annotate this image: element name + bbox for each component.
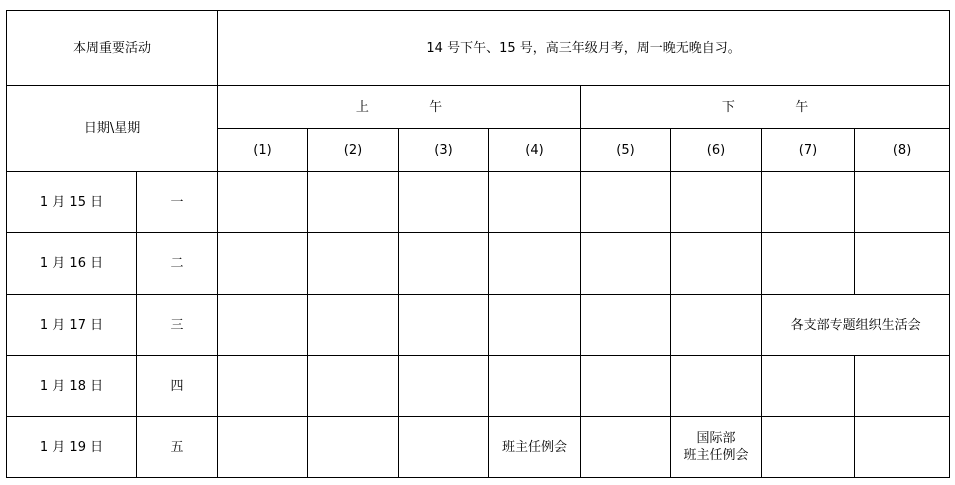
period-8: (8)	[855, 129, 950, 172]
slot-cell	[218, 172, 308, 233]
half-day-header-row	[7, 86, 950, 129]
date-cell: 1 月 19 日	[7, 417, 137, 478]
date-cell: 1 月 18 日	[7, 356, 137, 417]
slot-cell	[855, 172, 950, 233]
weekday-cell: 四	[137, 356, 218, 417]
date-cell: 1 月 17 日	[7, 295, 137, 356]
morning-header	[218, 86, 581, 129]
date-weekday-label: 日期\星期	[7, 86, 218, 172]
period-4: (4)	[489, 129, 581, 172]
weekly-schedule-table	[6, 10, 950, 478]
activity-row	[7, 11, 950, 86]
slot-cell	[489, 295, 581, 356]
slot-cell	[399, 233, 489, 295]
slot-cell	[218, 417, 308, 478]
weekday-cell: 三	[137, 295, 218, 356]
slot-cell	[218, 233, 308, 295]
slot-cell	[855, 417, 950, 478]
weekday-cell: 一	[137, 172, 218, 233]
slot-cell	[308, 295, 399, 356]
table-row	[7, 356, 950, 417]
slot-cell	[489, 233, 581, 295]
slot-cell	[308, 417, 399, 478]
slot-cell	[308, 172, 399, 233]
period-3: (3)	[399, 129, 489, 172]
table-row	[7, 295, 950, 356]
period-5: (5)	[581, 129, 671, 172]
slot-cell	[399, 172, 489, 233]
afternoon-char-2: 午	[795, 99, 809, 115]
slot-cell	[581, 356, 671, 417]
event-intl-dept-line-1: 国际部	[696, 431, 736, 446]
slot-cell	[399, 356, 489, 417]
afternoon-char-1: 下	[721, 99, 735, 115]
slot-cell	[581, 417, 671, 478]
table-row	[7, 172, 950, 233]
slot-cell	[399, 295, 489, 356]
date-cell: 1 月 16 日	[7, 233, 137, 295]
table-row	[7, 417, 950, 478]
period-2: (2)	[308, 129, 399, 172]
morning-char-2: 午	[429, 99, 443, 115]
weekday-cell: 五	[137, 417, 218, 478]
event-intl-dept-meeting	[671, 417, 762, 478]
slot-cell	[218, 356, 308, 417]
table-row	[7, 233, 950, 295]
slot-cell	[855, 233, 950, 295]
slot-cell	[762, 172, 855, 233]
period-1: (1)	[218, 129, 308, 172]
slot-cell	[671, 295, 762, 356]
slot-cell	[308, 356, 399, 417]
slot-cell	[218, 295, 308, 356]
slot-cell	[581, 295, 671, 356]
date-cell: 1 月 15 日	[7, 172, 137, 233]
event-intl-dept-line-2: 班主任例会	[683, 448, 749, 463]
activity-text: 14 号下午、15 号，高三年级月考，周一晚无晚自习。	[218, 11, 950, 86]
slot-cell	[489, 356, 581, 417]
morning-char-1: 上	[355, 99, 369, 115]
slot-cell	[671, 233, 762, 295]
slot-cell	[581, 233, 671, 295]
activity-label: 本周重要活动	[7, 11, 218, 86]
slot-cell	[308, 233, 399, 295]
slot-cell	[762, 356, 855, 417]
slot-cell	[489, 172, 581, 233]
period-6: (6)	[671, 129, 762, 172]
event-party-branch-meeting: 各支部专题组织生活会	[762, 295, 950, 356]
slot-cell	[671, 172, 762, 233]
slot-cell	[399, 417, 489, 478]
weekday-cell: 二	[137, 233, 218, 295]
slot-cell	[762, 233, 855, 295]
slot-cell	[671, 356, 762, 417]
period-7: (7)	[762, 129, 855, 172]
slot-cell	[855, 356, 950, 417]
event-head-teacher-meeting: 班主任例会	[489, 417, 581, 478]
slot-cell	[762, 417, 855, 478]
slot-cell	[581, 172, 671, 233]
afternoon-header	[581, 86, 950, 129]
